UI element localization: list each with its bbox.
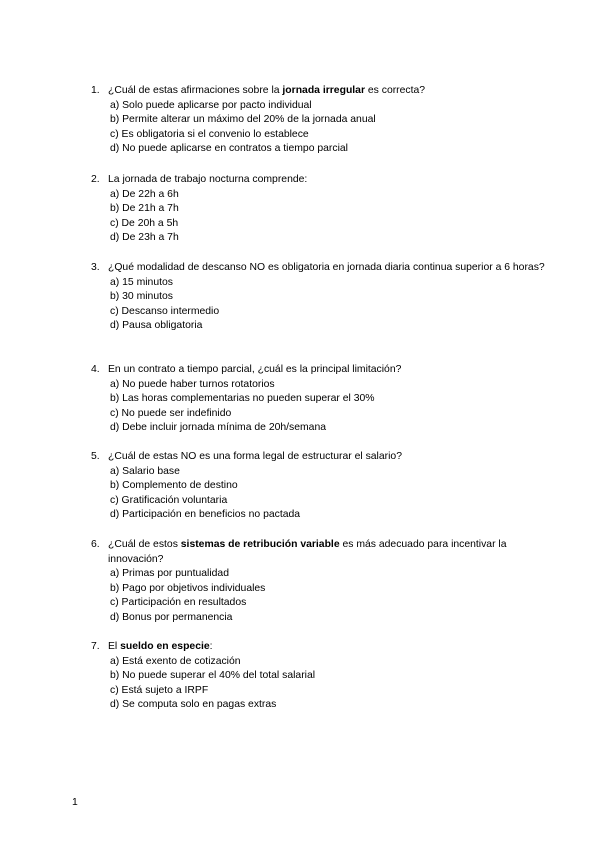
option-a: a) 15 minutos bbox=[110, 276, 173, 288]
option-b: b) De 21h a 7h bbox=[110, 203, 179, 215]
question-number: 5. bbox=[91, 451, 100, 462]
option-b: b) Las horas complementarias no pueden superar el 30% bbox=[110, 393, 375, 405]
question-2 bbox=[91, 173, 551, 246]
question-text: ¿Cuál de estas NO es una forma legal de estructurar el salario? bbox=[108, 451, 402, 462]
option-b: b) Pago por objetivos individuales bbox=[110, 582, 266, 594]
option-a: a) No puede haber turnos rotatorios bbox=[110, 378, 275, 390]
question-number: 6. bbox=[91, 539, 100, 550]
option-d: d) Participación en beneficios no pactada bbox=[110, 509, 301, 521]
question-7 bbox=[91, 640, 551, 713]
question-text: ¿Cuál de estos sistemas de retribución variable es más adecuado para incentivar la innovación? bbox=[108, 539, 507, 565]
option-d: d) Debe incluir jornada mínima de 20h/semana bbox=[110, 422, 327, 434]
option-a: a) De 22h a 6h bbox=[110, 188, 179, 200]
question-number: 2. bbox=[91, 174, 100, 185]
option-c: c) Participación en resultados bbox=[110, 597, 247, 609]
option-b: b) 30 minutos bbox=[110, 291, 173, 303]
question-text: El sueldo en especie: bbox=[108, 641, 213, 652]
option-a: a) Solo puede aplicarse por pacto individual bbox=[110, 99, 312, 111]
question-3 bbox=[91, 261, 551, 334]
option-b: b) Permite alterar un máximo del 20% de la jornada anual bbox=[110, 114, 376, 126]
option-d: d) Pausa obligatoria bbox=[110, 320, 203, 332]
question-number: 7. bbox=[91, 641, 100, 652]
question-1 bbox=[91, 84, 551, 157]
option-c: c) Gratificación voluntaria bbox=[110, 494, 228, 506]
question-4 bbox=[91, 363, 551, 436]
question-text: La jornada de trabajo nocturna comprende: bbox=[108, 174, 308, 185]
option-c: c) Es obligatoria si el convenio lo establece bbox=[110, 128, 309, 140]
page-number: 1 bbox=[72, 797, 78, 808]
option-d: d) Bonus por permanencia bbox=[110, 611, 233, 623]
question-number: 4. bbox=[91, 364, 100, 375]
option-d: d) De 23h a 7h bbox=[110, 232, 179, 244]
option-c: c) De 20h a 5h bbox=[110, 217, 179, 229]
option-b: b) Complemento de destino bbox=[110, 480, 238, 492]
option-c: c) Descanso intermedio bbox=[110, 305, 220, 317]
option-c: c) Está sujeto a IRPF bbox=[110, 684, 209, 696]
question-number: 1. bbox=[91, 85, 100, 96]
question-6 bbox=[91, 538, 551, 626]
question-text: ¿Qué modalidad de descanso NO es obligatoria en jornada diaria continua superior a 6 horas? bbox=[108, 262, 545, 273]
option-d: d) Se computa solo en pagas extras bbox=[110, 699, 277, 711]
question-text: En un contrato a tiempo parcial, ¿cuál es la principal limitación? bbox=[108, 364, 402, 375]
option-d: d) No puede aplicarse en contratos a tiempo parcial bbox=[110, 143, 348, 155]
option-a: a) Está exento de cotización bbox=[110, 655, 241, 667]
option-a: a) Primas por puntualidad bbox=[110, 568, 229, 580]
question-5 bbox=[91, 450, 551, 523]
question-number: 3. bbox=[91, 262, 100, 273]
option-b: b) No puede superar el 40% del total salarial bbox=[110, 670, 316, 682]
option-c: c) No puede ser indefinido bbox=[110, 407, 232, 419]
question-text: ¿Cuál de estas afirmaciones sobre la jornada irregular es correcta? bbox=[108, 85, 426, 96]
option-a: a) Salario base bbox=[110, 465, 180, 477]
